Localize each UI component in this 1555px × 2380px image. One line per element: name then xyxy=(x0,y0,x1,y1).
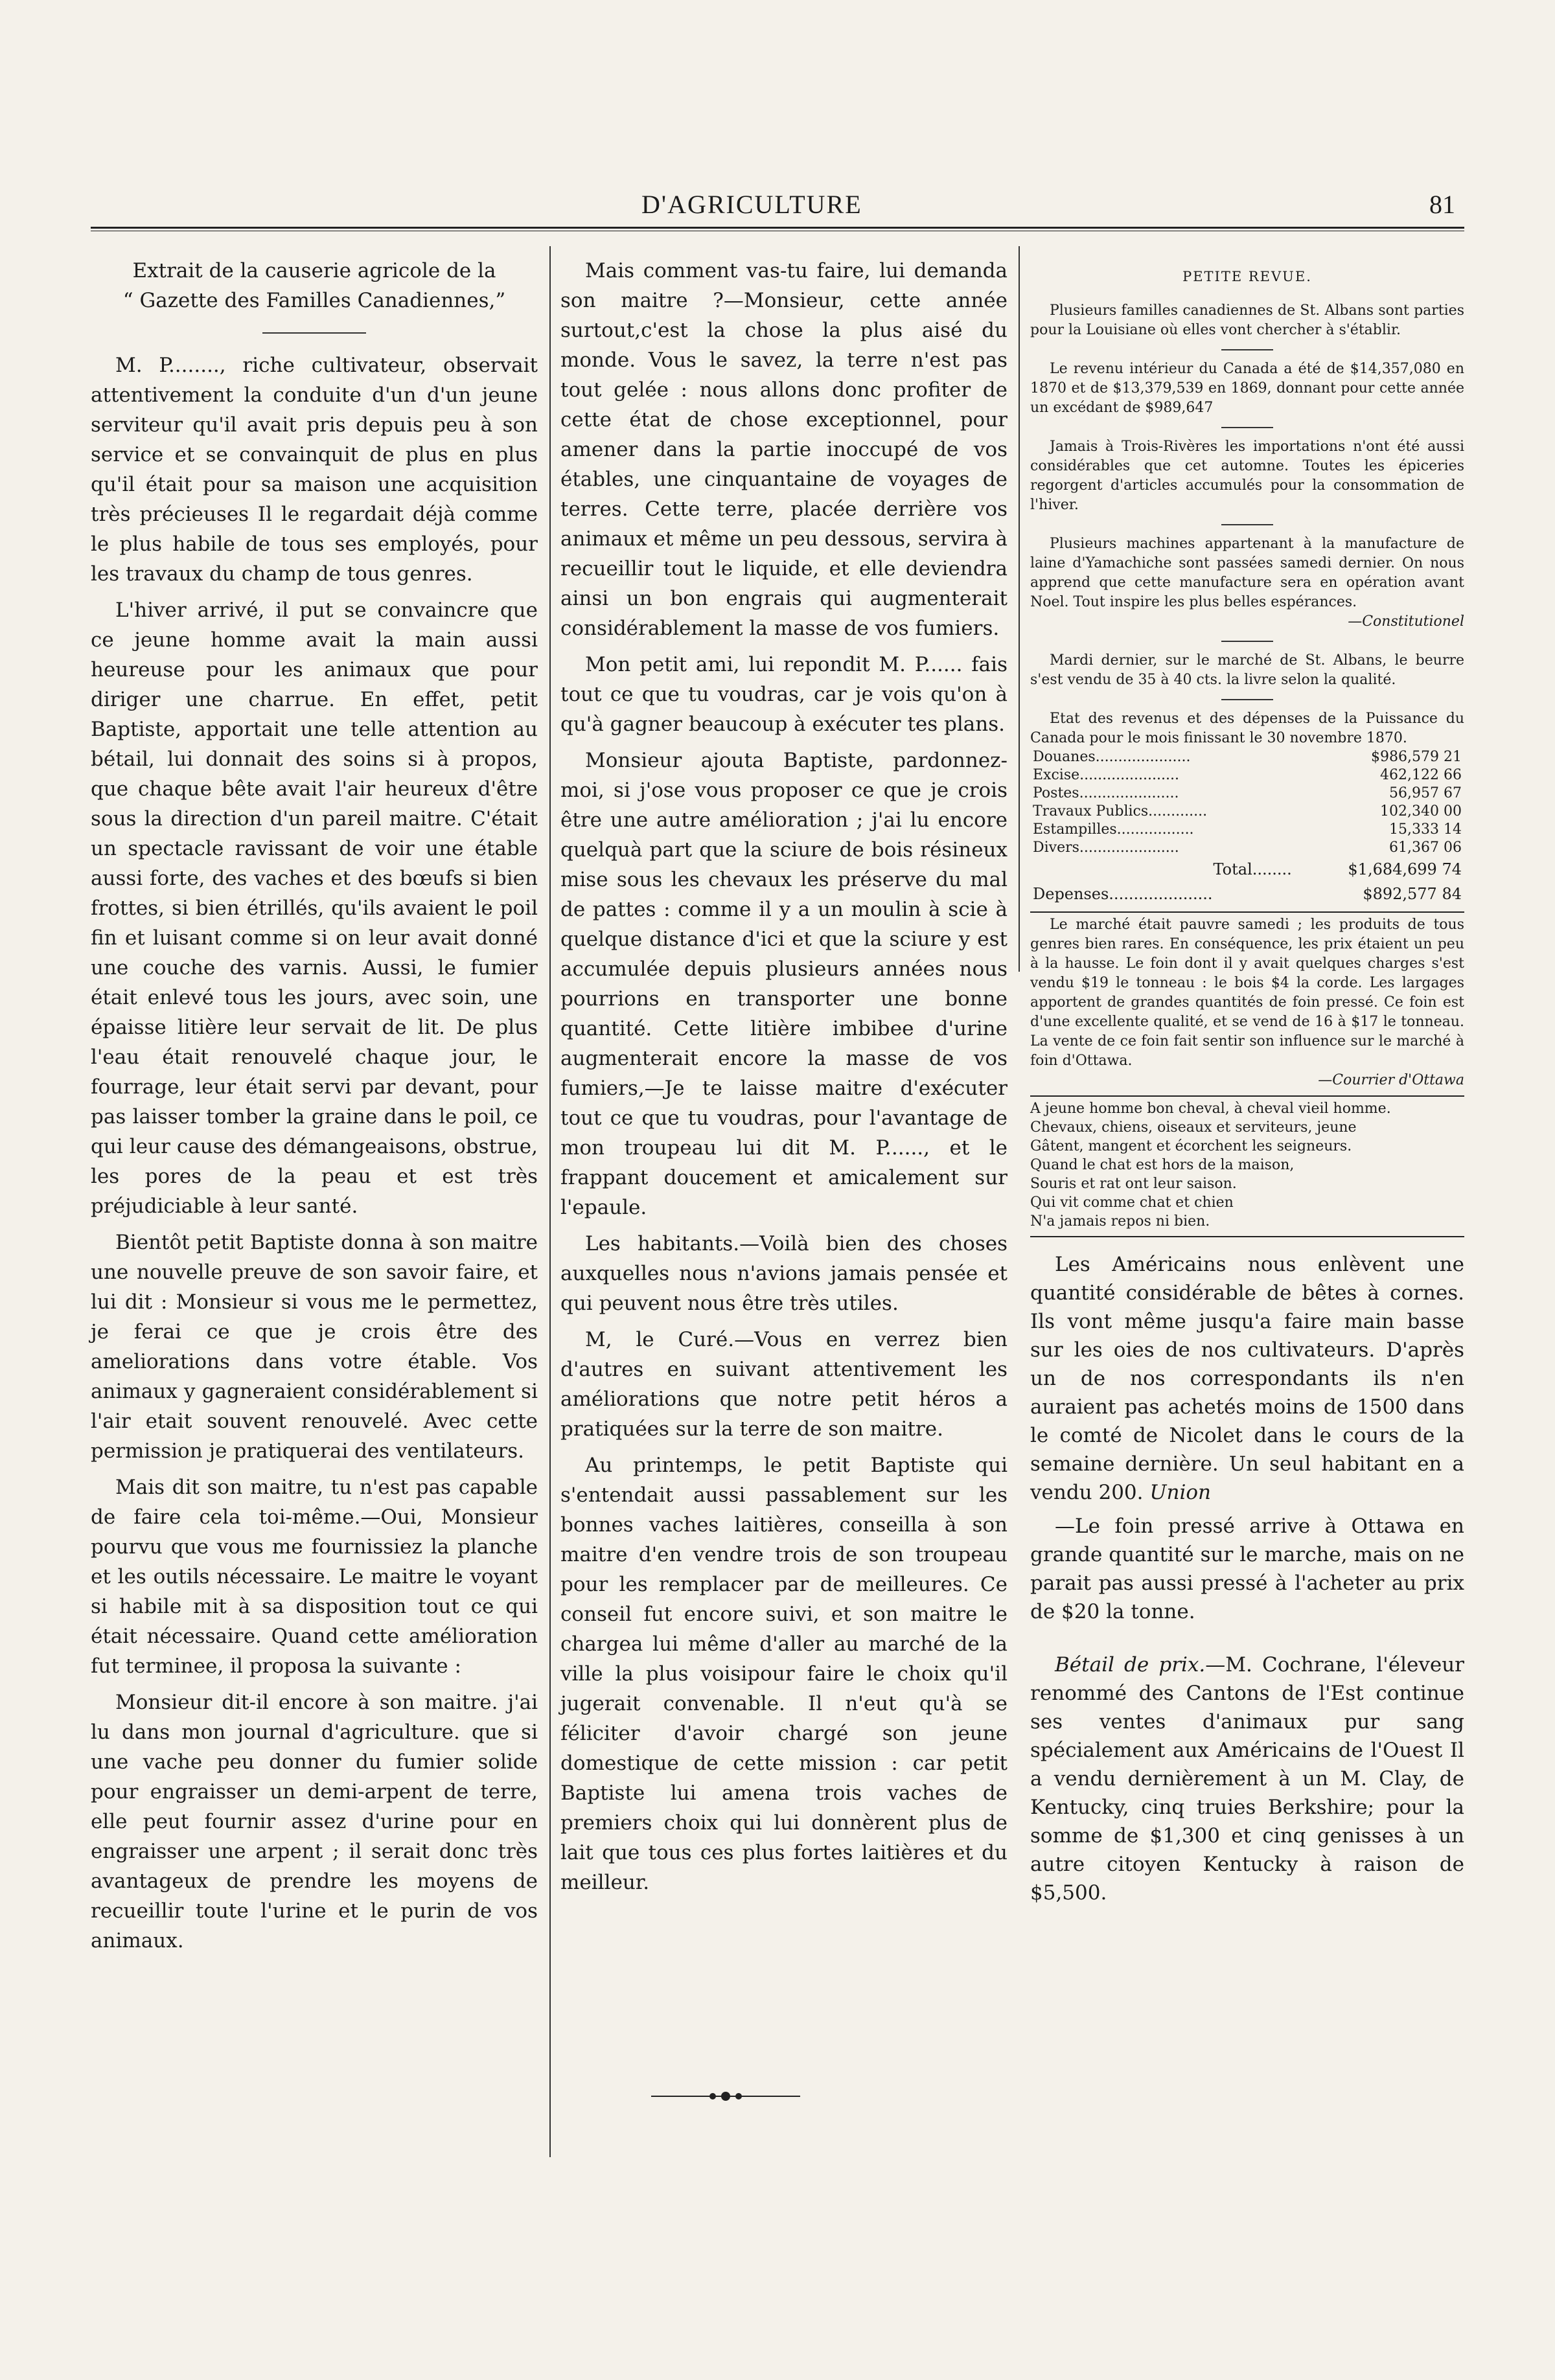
table-row xyxy=(1030,748,1464,766)
total-label: Total........ xyxy=(1213,860,1292,878)
divider xyxy=(1030,1095,1464,1097)
total-amount: $1,684,699 74 xyxy=(1348,860,1462,878)
revenue-label: Estampilles................. xyxy=(1033,821,1194,838)
revenue-label: Postes...................... xyxy=(1033,785,1179,801)
source-credit: Union xyxy=(1149,1481,1212,1504)
table-row xyxy=(1030,784,1464,803)
item-heading: Bétail de prix. xyxy=(1055,1653,1206,1676)
proverb-line: Souris et rat ont leur saison. xyxy=(1030,1176,1237,1192)
revenue-amount: 15,333 14 xyxy=(1389,821,1462,838)
column-2 xyxy=(560,256,1008,1904)
table-row xyxy=(1030,803,1464,821)
paragraph: Mais comment vas-tu faire, lui demanda son maitre ?—Monsieur, cette année surtout,c'est la chose la plus aisé du monde. Vous le savez, la terre n'est pas tout gelée : nous allons donc profiter de cette état de chose exceptionnel, pour amener dans la partie inoccupé de vos étables, une cinquantaine de voyages de terres. Cette terre, placée derrière vos animaux et même un peu dessous, servira à recueillir tout le liquide, et elle deviendra ainsi un bon engrais qui augmenterait considérablement la masse de vos fumiers. xyxy=(560,259,1008,640)
revenue-amount: 61,367 06 xyxy=(1389,840,1462,856)
paragraph: Monsieur dit-il encore à son maitre. j'ai lu dans mon journal d'agriculture. que si une vache peu donner du fumier solide pour engraisser un demi-arpent de terre, elle peut fournir assez d'urine pour en engraisser une arpent ; il serait donc très avantageux de prendre les moyens de recueillir toute l'urine et le purin de vos animaux. xyxy=(91,1691,538,1952)
divider xyxy=(1221,641,1273,642)
betail-text: —M. Cochrane, l'éleveur renommé des Cantons de l'Est continue ses ventes d'animaux pur sang spécialement aux Américains de l'Ouest Il a vendu dernièrement à un M. Clay, de Kentucky, cinq truies Berkshire; pour la somme de $1,300 et cinq genisses à un autre citoyen Kentucky à raison de $5,500. xyxy=(1030,1653,1464,1905)
paragraph xyxy=(1030,1250,1464,1507)
revenue-amount: $986,579 21 xyxy=(1371,749,1462,765)
revenue-table xyxy=(1030,748,1464,906)
revenue-amount: 56,957 67 xyxy=(1389,785,1462,801)
running-header: D'AGRICULTURE xyxy=(641,190,862,219)
divider xyxy=(1030,911,1464,913)
depenses-row xyxy=(1030,882,1464,906)
proverb-line: Qui vit comme chat et chien xyxy=(1030,1195,1234,1211)
page-number: 81 xyxy=(1429,190,1455,219)
column-divider xyxy=(1019,246,1020,972)
revenue-label: Excise...................... xyxy=(1033,767,1179,783)
divider xyxy=(1221,427,1273,428)
divider xyxy=(1221,699,1273,700)
table-row xyxy=(1030,821,1464,839)
proverb-line: A jeune homme bon cheval, à cheval vieil homme. xyxy=(1030,1101,1391,1117)
proverb-line: Gâtent, mangent et écorchent les seigneurs. xyxy=(1030,1138,1352,1154)
ornament-divider xyxy=(651,2090,800,2103)
depenses-label: Depenses..................... xyxy=(1033,885,1213,903)
paragraph xyxy=(1030,1651,1464,1907)
source-credit: —Constitutionel xyxy=(1348,613,1464,630)
revenue-intro: Etat des revenus et des dépenses de la Puissance du Canada pour le mois finissant le 30 novembre 1870. xyxy=(1030,711,1464,746)
paragraph: Les habitants.—Voilà bien des choses auxquelles nous n'avions jamais pensée et qui peuvent nous être très utiles. xyxy=(560,1232,1008,1315)
source-credit: —Courrier d'Ottawa xyxy=(1318,1072,1464,1088)
column-1 xyxy=(91,256,538,1962)
divider xyxy=(1030,1236,1464,1237)
paragraph: Mon petit ami, lui repondit M. P...... fais tout ce que tu voudras, car je vois qu'on à qu'à gagner beaucoup à exécuter tes plans. xyxy=(560,653,1008,736)
paragraph: L'hiver arrivé, il put se convaincre que ce jeune homme avait la main aussi heureuse pour les animaux que pour diriger une charrue. En effet, petit Baptiste, apportait une telle attention au bétail, lui donnait des soins si à propos, que chaque bête avait l'air heureux d'être sous la direction d'un pareil maitre. C'était un spectacle ravissant de voir une étable aussi forte, des vaches et des bœufs si bien frottes, si bien étrillés, qu'ils avaient le poil fin et luisant comme si on leur avait donné une couche des varnis. Aussi, le fumier était enlevé tous les jours, avec soin, une épaisse litière leur servait de lit. De plus l'eau était renouvelé chaque jour, le fourrage, leur était servi par devant, pour pas laisser tomber la graine dans le poil, ce qui leur cause des démangeaisons, obstrue, les pores de la peau et est très préjudiciable à leur santé. xyxy=(91,599,538,1218)
proverb-line: Quand le chat est hors de la maison, xyxy=(1030,1157,1295,1173)
column-3 xyxy=(1030,256,1464,1912)
divider xyxy=(262,332,366,334)
revenue-amount: 462,122 66 xyxy=(1380,767,1462,783)
total-row xyxy=(1030,857,1464,882)
paragraph: —Le foin pressé arrive à Ottawa en grande quantité sur le marche, mais on ne parait pas aussi pressé à l'acheter au prix de $20 la tonne. xyxy=(1030,1515,1464,1623)
news-item: Mardi dernier, sur le marché de St. Albans, le beurre s'est vendu de 35 à 40 cts. la livre selon la qualité. xyxy=(1030,652,1464,688)
paragraph: M. P........, riche cultivateur, observait attentivement la conduite d'un d'un jeune serviteur qu'il avait pris depuis peu à son service et se convainquit de plus en plus qu'il était pour sa maison une acquisition très précieuses Il le regardait déjà comme le plus habile de tous ses employés, pour les travaux du champ de tous genres. xyxy=(91,354,538,586)
revenue-label: Divers...................... xyxy=(1033,840,1179,856)
market-note: Le marché était pauvre samedi ; les produits de tous genres bien rares. En conséquence, les prix étaient un peu à la hausse. Le foin dont il y avait quelques charges s'est vendu $19 le tonneau : le bois $4 la corde. Les largages apportent de grandes quantités de foin pressé. Ce foin est d'une excellente qualité, et se vend de 16 à $17 le tonneau. La vente de ce foin fait sentir son influence sur le marché à foin d'Ottawa. xyxy=(1030,917,1464,1069)
americains-text: Les Américains nous enlèvent une quantité considérable de bêtes à cornes. Ils vont même jusqu'a faire main basse sur les oies de nos cultivateurs. D'après un de nos correspondants ils n'en auraient pas achetés moins de 1500 dans le comté de Nicolet dans le cours de la semaine dernière. Un seul habitant en a vendu 200. xyxy=(1030,1253,1464,1504)
column-divider xyxy=(549,246,551,2157)
paragraph: Monsieur ajouta Baptiste, pardonnez-moi, si j'ose vous proposer ce que je crois être une autre amélioration ; j'ai lu encore quelquà part que la sciure de bois résineux mise sous les chevaux les préserve du mal de pattes : comme il y a un moulin à scie à quelque distance d'ici et que la sciure y est accumulée depuis plusieurs années nous pourrions en transporter une bonne quantité. Cette litière imbibee d'urine augmenterait encore la masse de vos fumiers,—Je te laisse maitre d'exécuter tout ce que tu voudras, pour l'avantage de mon troupeau lui dit M. P......, et le frappant doucement et amicalement sur l'epaule. xyxy=(560,749,1008,1219)
table-row xyxy=(1030,839,1464,857)
divider xyxy=(1221,349,1273,350)
paragraph: Bientôt petit Baptiste donna à son maitre une nouvelle preuve de son savoir faire, et lui dit : Monsieur si vous me le permettez, je ferai ce que je crois être des ameliorations dans votre étable. Vos animaux y gagneraient considérablement si l'air etait souvent renouvelé. Avec cette permission je pratiquerai des ventilateurs. xyxy=(91,1231,538,1463)
revenue-label: Douanes..................... xyxy=(1033,749,1191,765)
revenue-amount: 102,340 00 xyxy=(1380,803,1462,819)
paragraph: M, le Curé.—Vous en verrez bien d'autres en suivant attentivement les améliorations que notre petit héros a pratiquées sur la terre de son maitre. xyxy=(560,1328,1008,1441)
news-item: Plusieurs machines appartenant à la manufacture de laine d'Yamachiche sont passées samedi dernier. On nous apprend que cette manufacture sera en opération avant Noel. Tout inspire les plus belles espérances. xyxy=(1030,536,1464,610)
paragraph: Mais dit son maitre, tu n'est pas capable de faire cela toi-même.—Oui, Monsieur pourvu que vous me fournissiez la planche et les outils nécessaire. Le maitre le voyant si habile mit à sa disposition tout ce qui était nécessaire. Quand cette amélioration fut terminee, il proposa la suivante : xyxy=(91,1476,538,1678)
divider xyxy=(1221,524,1273,525)
paragraph: Au printemps, le petit Baptiste qui s'entendait aussi passablement sur les bonnes vaches laitières, conseilla à son maitre d'en vendre trois de son troupeau pour les remplacer par de meilleures. Ce conseil fut encore suivi, et son maitre le chargea lui même d'aller au marché de la ville la plus voisipour faire le choix qu'il jugerait convenable. Il n'eut qu'à se féliciter d'avoir chargé son jeune domestique de cette mission : car petit Baptiste lui amena trois vaches de premiers choix qui lui donnèrent plus de lait que tous ces plus fortes laitières et du meilleur. xyxy=(560,1454,1008,1894)
proverb-line: Chevaux, chiens, oiseaux et serviteurs, jeune xyxy=(1030,1119,1357,1136)
news-item: Plusieurs familles canadiennes de St. Albans sont parties pour la Louisiane où elles vont chercher à s'établir. xyxy=(1030,303,1464,338)
table-row xyxy=(1030,766,1464,784)
proverb-line: N'a jamais repos ni bien. xyxy=(1030,1213,1210,1230)
source-line: Extrait de la causerie agricole de la xyxy=(132,259,496,282)
news-item: Jamais à Trois-Rivères les importations n'ont été aussi considérables que cet automne. Toutes les épiceries regorgent d'articles accumulés pour la consommation de l'hiver. xyxy=(1030,439,1464,513)
depenses-amount: $892,577 84 xyxy=(1363,885,1462,903)
header-rule xyxy=(91,227,1464,229)
source-line: “ Gazette des Familles Canadiennes,” xyxy=(122,289,506,312)
section-title: PETITE REVUE. xyxy=(1182,269,1312,284)
news-item: Le revenu intérieur du Canada a été de $14,357,080 en 1870 et de $13,379,539 en 1869, donnant pour cette année un excédant de $989,647 xyxy=(1030,361,1464,416)
revenue-label: Travaux Publics............. xyxy=(1033,803,1208,819)
